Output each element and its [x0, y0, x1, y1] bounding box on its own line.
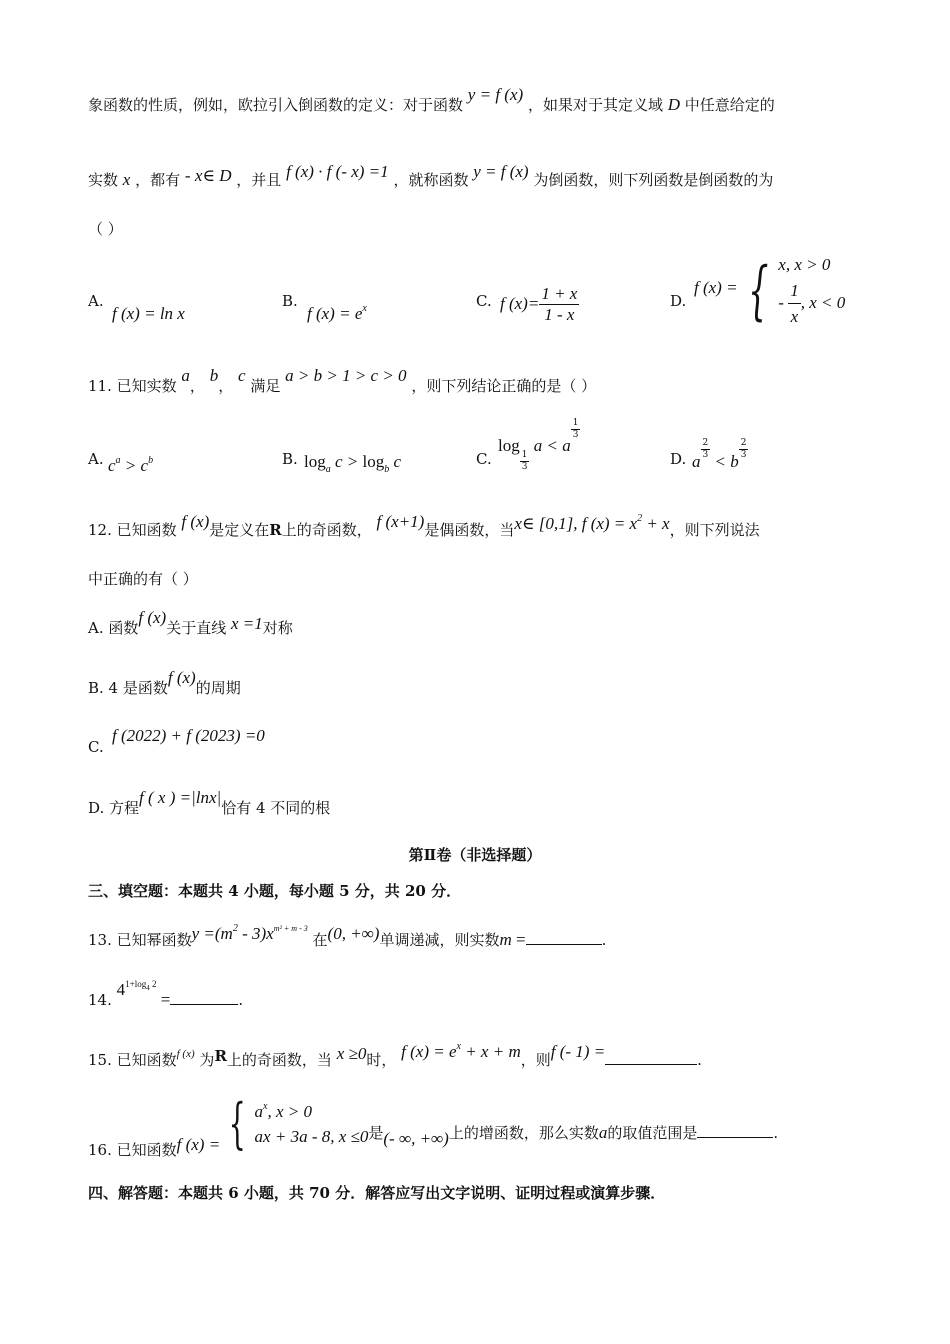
- q10-line2-eq: f (x) · f (- x) =1: [286, 162, 389, 181]
- q13-sup1: 2: [232, 923, 238, 934]
- q10-option-c-math: [500, 284, 579, 326]
- q11-option-a-e1: a: [115, 455, 121, 466]
- q16-answer-blank[interactable]: [697, 1123, 773, 1138]
- q11-var-b: b: [209, 366, 219, 385]
- q11-option-b-arg1: c: [330, 452, 343, 471]
- q11-option-c-sub: [520, 450, 530, 473]
- q10-line2-text: 实数: [88, 171, 119, 189]
- q10-option-b-base: f (x) = e: [307, 304, 363, 323]
- q13-answer-blank[interactable]: [526, 930, 602, 945]
- q10-option-d-label: D.: [670, 292, 687, 310]
- q10-option-d-cond: , x < 0: [800, 292, 846, 312]
- q14-exponent: [125, 979, 157, 992]
- q10-line2-fn: y = f (x): [473, 162, 529, 181]
- q12-real-set: R: [269, 521, 282, 539]
- q13-pre: 13. 已知幂函数: [88, 931, 192, 949]
- q11-var-a: a: [181, 366, 190, 385]
- q15-def-sup: x: [456, 1041, 461, 1052]
- q12-stem-mid1: 是定义在: [209, 521, 270, 539]
- q14: [88, 979, 244, 1010]
- q14-pre: 14.: [88, 991, 112, 1009]
- q10-line1-text: 象函数的性质，例如，欧拉引入倒函数的定义：对于函数: [88, 96, 464, 114]
- q11-condition: a > b > 1 > c > 0: [285, 366, 407, 385]
- q16-interval: (- ∞, +∞): [383, 1129, 449, 1148]
- q12-option-a-end: 对称: [262, 619, 293, 637]
- q16-cases: [255, 1099, 369, 1150]
- q13: [88, 923, 607, 950]
- q11-option-c-exp-den: 3: [572, 429, 579, 440]
- q10-option-d-frac: [788, 278, 801, 330]
- q12-option-d: [88, 788, 331, 818]
- q10-line2-and: ，并且: [236, 171, 282, 189]
- q13-math: [192, 924, 308, 943]
- q10-line1-end: 中任意给定的: [684, 96, 775, 114]
- q16: [88, 1092, 779, 1159]
- section3-heading: 三、填空题：本题共 4 小题，每小题 5 分，共 20 分．: [88, 882, 462, 900]
- q11-option-d-exp1-den: 3: [702, 449, 709, 460]
- q16-end: .: [773, 1124, 779, 1142]
- q11-stem-pre: 11. 已知实数: [88, 377, 177, 395]
- q14-math: [117, 980, 157, 999]
- q15-mid2: 上的奇函数，当: [226, 1051, 332, 1069]
- q12-line2: 中正确的有（ ）: [88, 570, 198, 588]
- q12-option-b-end: 的周期: [195, 679, 241, 697]
- q15-cond: x ≥0: [336, 1044, 367, 1063]
- q14-answer-blank[interactable]: [170, 990, 238, 1005]
- q11-option-a-c1: c: [108, 456, 116, 475]
- q12-fx1: f (x+1): [376, 512, 425, 531]
- q15-mid4: ，则: [520, 1051, 551, 1069]
- q12-stem: [88, 512, 760, 540]
- q10-option-d-case1: x, x > 0: [778, 255, 831, 274]
- q16-case1: [255, 1099, 369, 1125]
- q10-option-c-frac: [539, 284, 579, 326]
- q14-end: .: [238, 991, 244, 1009]
- q12-option-d-end: 恰有 4 不同的根: [221, 799, 331, 817]
- q11-option-d-exp2: [739, 438, 749, 461]
- q11-option-a-op: >: [120, 456, 141, 475]
- q10-option-c-lhs: f (x)=: [500, 293, 540, 313]
- q10-option-d-case2: [778, 278, 845, 330]
- q13-var-m: m: [499, 930, 512, 949]
- q13-eq: =: [511, 930, 526, 949]
- q11-option-d-op: < b: [710, 452, 739, 472]
- q10-line2-x: x: [122, 170, 131, 189]
- q10-option-d-lhs: f (x) =: [694, 278, 738, 297]
- q12-interval: [514, 514, 669, 533]
- q10-option-b-sup: x: [362, 303, 367, 314]
- q14-exp: 1+log: [125, 979, 147, 989]
- section4-heading: 四、解答题：本题共 6 小题，共 70 分．解答应写出文字说明、证明过程或演算步骤．: [88, 1184, 666, 1202]
- q16-case1-base: a: [254, 1101, 264, 1121]
- q15-mid3: 时，: [366, 1051, 397, 1069]
- q12-option-d-math: f ( x ) =|lnx|: [139, 788, 222, 807]
- q11-stem-end: ，则下列结论正确的是（ ）: [411, 377, 597, 395]
- q12-interval-text: x∈ [0,1], f (x) = x: [514, 514, 638, 533]
- q11-sep2: ，: [218, 377, 234, 395]
- q11-option-c-math: [498, 418, 580, 472]
- q10-line2-cond: - x∈ D: [184, 166, 232, 185]
- q11-option-c-label: C.: [476, 450, 492, 468]
- part2-title: 第Ⅱ卷（非选择题）: [408, 846, 542, 864]
- q10-line1-math: y = f (x): [467, 85, 524, 104]
- q11-option-b-sub2: b: [384, 464, 390, 475]
- q12-interval-tail: + x: [642, 514, 670, 533]
- q16-case1-tail: , x > 0: [267, 1101, 313, 1121]
- q15-pre: 15. 已知函数: [88, 1051, 177, 1069]
- q11-stem-mid: 满足: [250, 377, 281, 395]
- q12-stem-pre: 12. 已知函数: [88, 521, 177, 539]
- q10-option-b-math: [307, 304, 367, 324]
- q11-option-a-e2: b: [148, 455, 154, 466]
- q10-line2-tail: ，就称函数: [393, 171, 469, 189]
- q11-option-b-sub1: a: [325, 464, 331, 475]
- q10-option-c-den: 1 - x: [544, 305, 575, 325]
- q11-option-b-math: [304, 452, 402, 475]
- q10-line2-end: 为倒函数，则下列函数是倒函数的为: [533, 171, 774, 189]
- q11-option-d-exp1: [701, 438, 711, 461]
- q16-var-a: a: [598, 1123, 608, 1142]
- q12-option-b: [88, 668, 241, 698]
- q15-ask: f (- 1) =: [550, 1042, 606, 1061]
- q16-lhs: f (x) =: [176, 1135, 221, 1154]
- q13-math-a: y =(m: [191, 924, 233, 943]
- q11-option-a-c2: c: [140, 456, 149, 475]
- q13-end: .: [601, 931, 607, 949]
- q14-base: 4: [116, 980, 126, 999]
- q16-mid: 是: [368, 1124, 384, 1142]
- q12-stem-mid2: 上的奇函数，: [281, 521, 372, 539]
- q11-stem: [88, 366, 597, 396]
- q12-option-a-pre: A. 函数: [88, 619, 139, 637]
- q14-eq: =: [156, 990, 171, 1009]
- q12-stem-end: ，则下列说法: [669, 521, 760, 539]
- q16-pre: 16. 已知函数: [88, 1141, 177, 1159]
- q12-option-c-math: f (2022) + f (2023) =0: [112, 726, 265, 745]
- q16-brace: {: [228, 1092, 246, 1155]
- q16-case2: ax + 3a - 8, x ≤0: [254, 1127, 369, 1146]
- q15-def-tail: + x + m: [460, 1042, 521, 1061]
- q10-option-b-label: B.: [282, 292, 298, 310]
- q15: [88, 1041, 702, 1070]
- q15-fx: f (x): [176, 1048, 195, 1060]
- q11-option-a-label: A.: [88, 450, 104, 468]
- q10-option-d-cases: [778, 252, 845, 330]
- q15-def: [401, 1042, 521, 1061]
- q15-answer-blank[interactable]: [605, 1050, 697, 1065]
- q11-option-b-label: B.: [282, 450, 298, 468]
- q10-domain-var: D: [667, 95, 681, 114]
- q11-option-c-log: log: [498, 436, 520, 456]
- q13-interval: (0, +∞): [327, 924, 380, 943]
- q12-fx: f (x): [181, 512, 210, 531]
- q11-option-d-exp2-den: 3: [740, 449, 747, 460]
- q10-option-d-brace: {: [747, 253, 769, 328]
- q12-option-a: [88, 608, 293, 638]
- q12-option-d-pre: D. 方程: [88, 799, 140, 817]
- q15-def-base: f (x) = e: [401, 1042, 457, 1061]
- q11-option-d-label: D.: [670, 450, 687, 468]
- q11-option-a-math: [108, 456, 153, 476]
- q14-exp-sub: 4: [146, 984, 150, 992]
- q10-option-d-num: 1: [788, 278, 801, 305]
- q11-option-c-sub-num: 1: [521, 450, 528, 460]
- q12-option-a-mid: 关于直线: [166, 619, 227, 637]
- q16-case1-sup: x: [263, 1100, 268, 1112]
- q16-tail2: 的取值范围是: [607, 1124, 698, 1142]
- q11-option-b-log2: log: [362, 452, 385, 471]
- q10-option-d-minus: -: [778, 292, 784, 312]
- q11-option-d-a: a: [692, 452, 701, 472]
- q10-option-a-math: f (x) = ln x: [112, 304, 185, 323]
- q10-line1: [88, 85, 775, 115]
- q10-option-c-label: C.: [476, 292, 492, 310]
- q14-exp-tail: 2: [149, 979, 157, 989]
- q15-mid1: 为: [199, 1051, 215, 1069]
- q11-option-d-exp1-num: 2: [702, 438, 709, 448]
- q13-mid: 在: [312, 931, 328, 949]
- q12-option-b-pre: B. 4 是函数: [88, 679, 168, 697]
- q11-option-c-mid: a < a: [529, 436, 571, 456]
- q15-end: .: [697, 1051, 702, 1069]
- q10-answer-paren: （ ）: [88, 220, 123, 238]
- q10-option-d-math: [694, 252, 845, 330]
- q11-option-b-log1: log: [304, 452, 326, 471]
- q11-option-d-exp2-num: 2: [740, 438, 747, 448]
- q10-line2-comma: ，都有: [135, 171, 181, 189]
- q10-option-c-num: 1 + x: [539, 284, 579, 305]
- q12-option-b-fx: f (x): [167, 668, 196, 687]
- q11-sep1: ，: [189, 377, 205, 395]
- q11-option-c-exp-num: 1: [572, 418, 579, 428]
- q15-real-set: R: [214, 1047, 227, 1065]
- q10-line1-tail: ，如果对于其定义域: [527, 96, 663, 114]
- q11-option-d-math: [692, 438, 748, 472]
- q12-interval-sup: 2: [637, 513, 643, 524]
- q12-option-c-label: C.: [88, 738, 104, 756]
- q12-option-a-fx: f (x): [138, 608, 167, 627]
- q13-math-b: - 3)x: [237, 924, 274, 943]
- q12-stem-mid3: 是偶函数，当: [424, 521, 515, 539]
- q11-option-b-op: >: [342, 452, 363, 471]
- q11-option-c-sub-den: 3: [521, 461, 528, 472]
- q10-option-a-label: A.: [88, 292, 104, 310]
- q16-tail: 上的增函数，那么实数: [448, 1124, 599, 1142]
- q13-tail: 单调递减，则实数: [379, 931, 500, 949]
- q10-line2: [88, 162, 774, 190]
- q10-option-d-den: x: [790, 307, 799, 326]
- q11-option-b-arg2: c: [389, 452, 402, 471]
- q12-option-a-line: x =1: [231, 614, 263, 633]
- q11-option-c-exp: [571, 418, 581, 441]
- q11-var-c: c: [238, 366, 246, 385]
- q13-sup2: m² + m - 3: [273, 924, 308, 933]
